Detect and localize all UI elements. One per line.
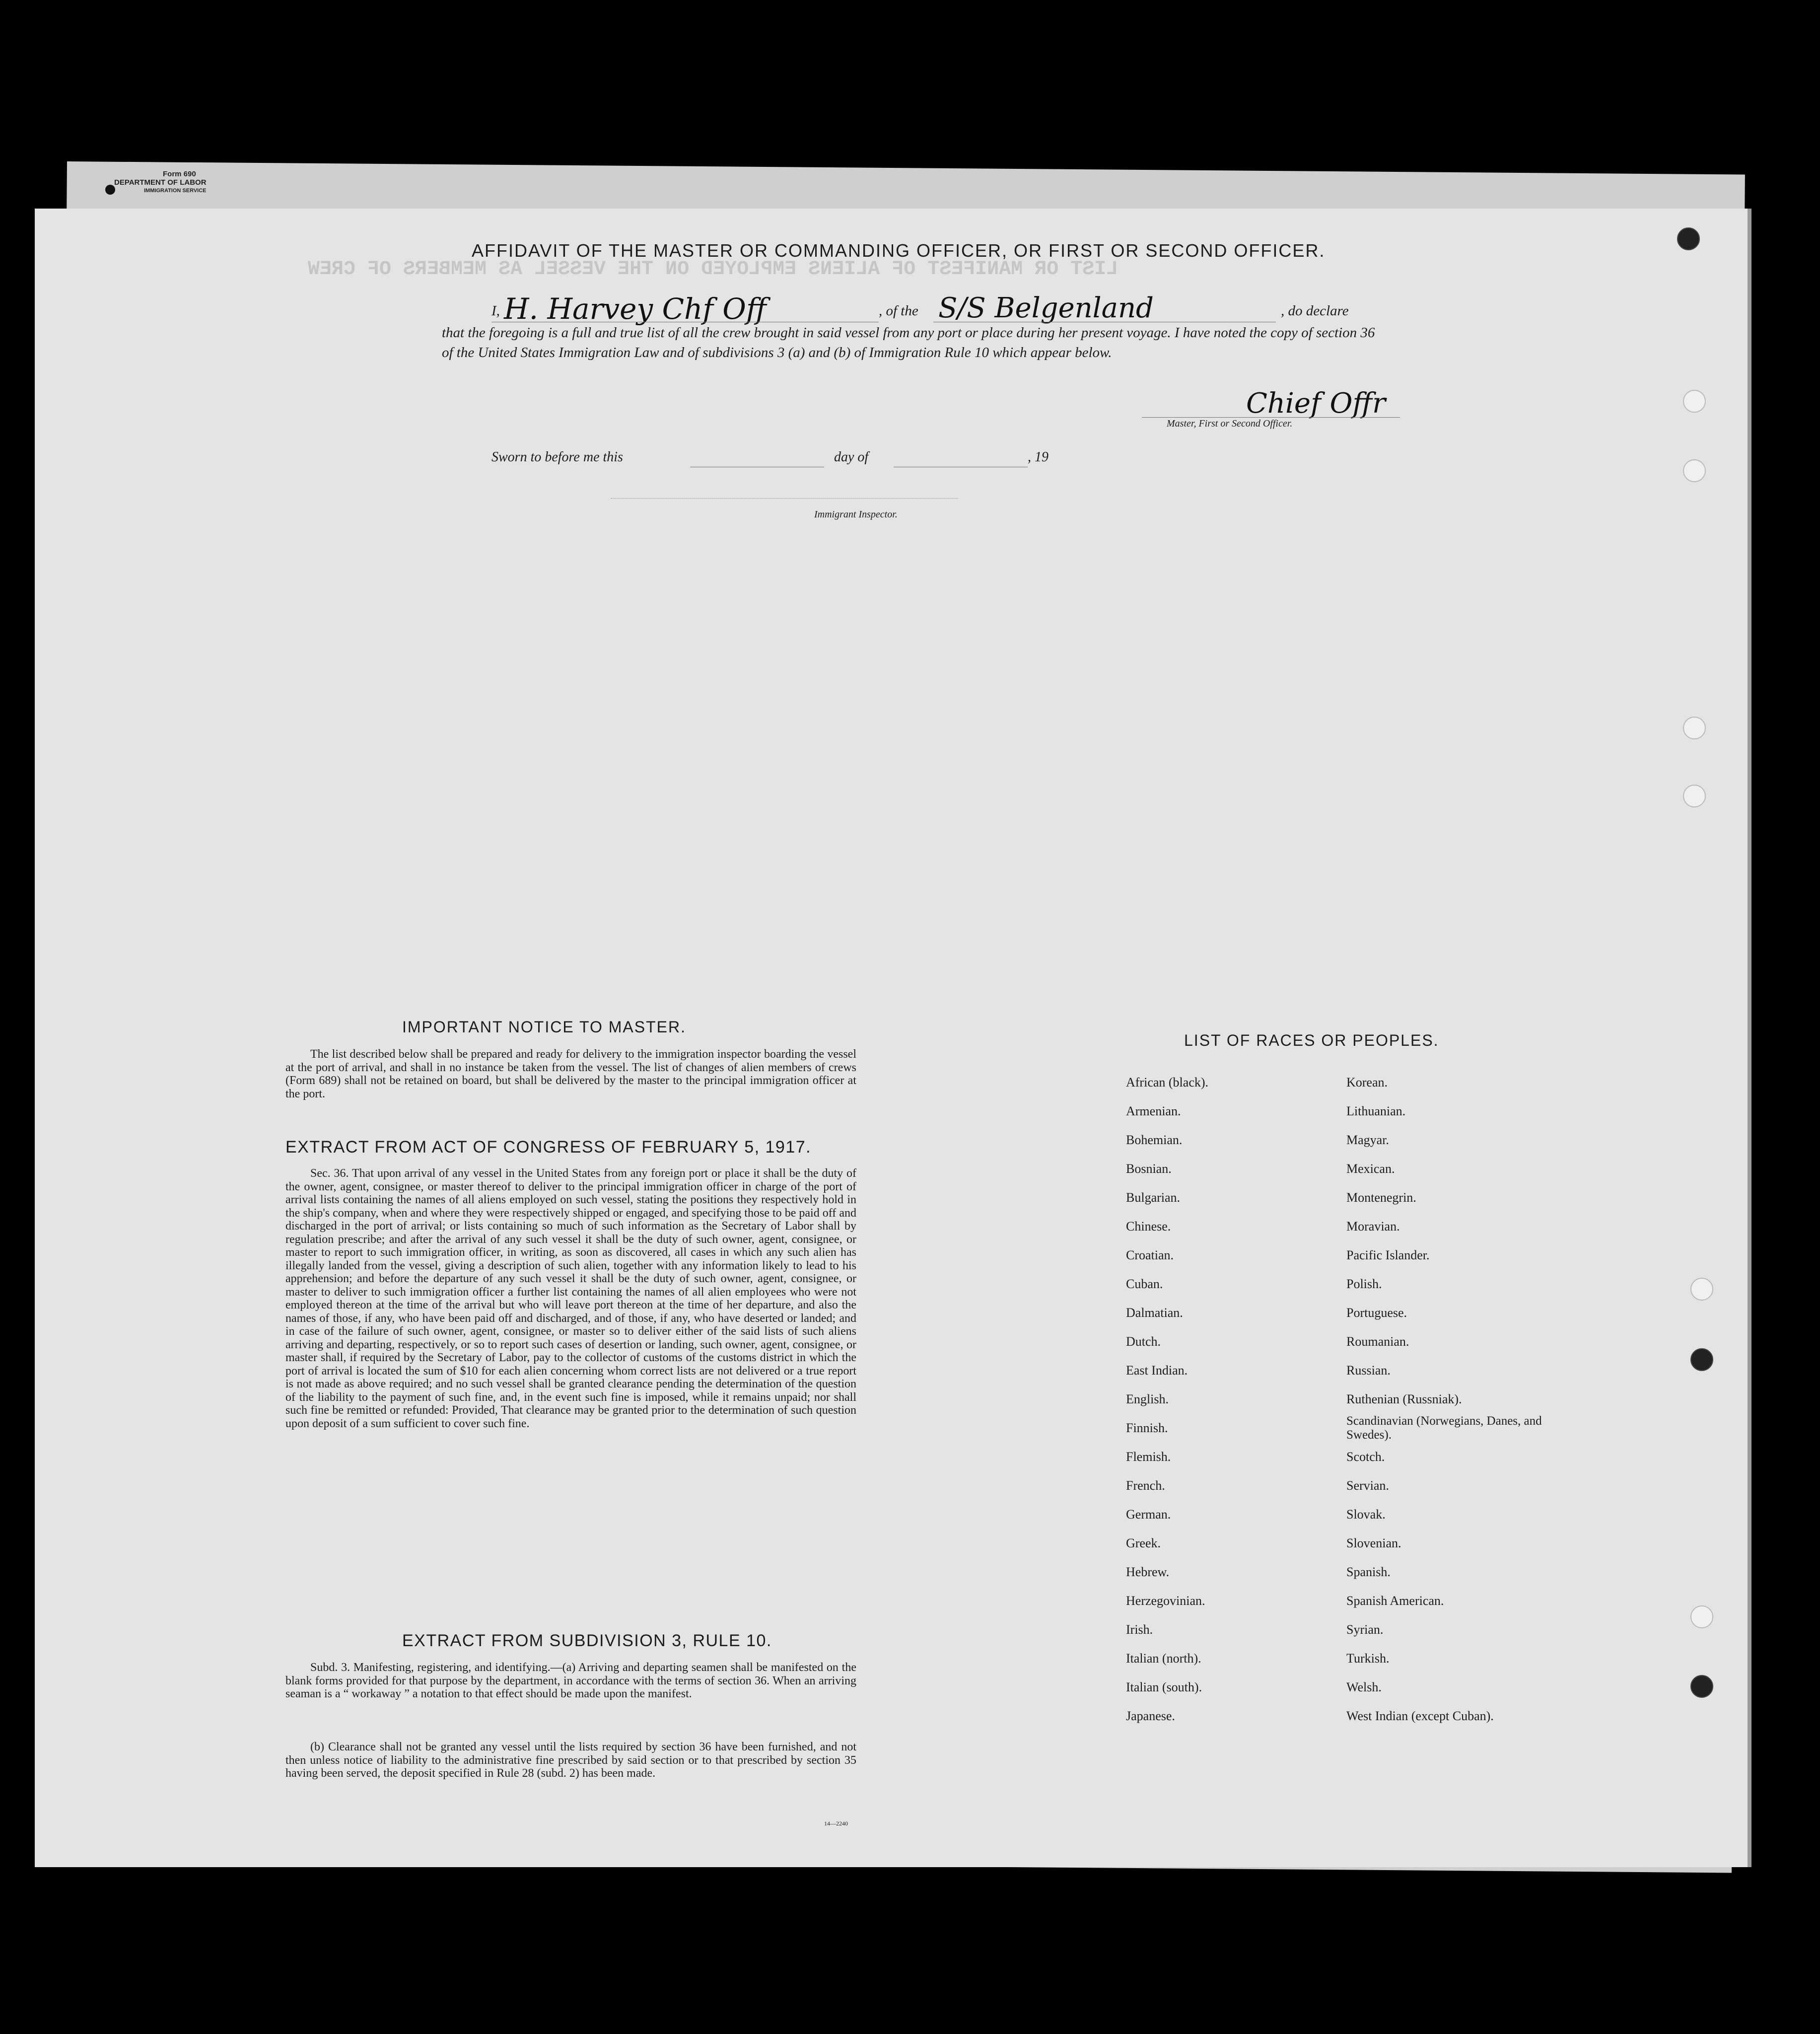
race-item: Servian. <box>1346 1478 1389 1493</box>
race-item: Slovak. <box>1346 1507 1386 1522</box>
race-item: Bohemian. <box>1126 1133 1183 1147</box>
notice-text: The list described below shall be prepared and ready for delivery to the immigration inspector boarding the vessel at the port of arrival, and shall in no instance be taken from the vessel. The list of changes of alien members of crews (Form 689) shall not be retained on board, but shall be delivered by the master to the principal immigration officer at the port. <box>285 1048 856 1100</box>
race-item: Italian (north). <box>1126 1651 1201 1666</box>
race-item: Lithuanian. <box>1346 1104 1406 1118</box>
form-stamp <box>114 170 207 195</box>
race-item: African (black). <box>1126 1075 1209 1090</box>
signature-line <box>1142 417 1400 418</box>
year-label: , 19 <box>1028 449 1049 465</box>
sworn-prefix: Sworn to before me this <box>491 449 623 465</box>
binder-hole-icon <box>1690 1278 1713 1301</box>
rule-extract-para-b: (b) Clearance shall not be granted any vessel until the lists required by section 36 have been furnished, and not then unless notice of liability to the administrative fine prescribed by said section or to that prescribed by section 35 having been served, the deposit specified in Rule 28 (subd. 2) has been made. <box>285 1741 856 1780</box>
act-extract-text: Sec. 36. That upon arrival of any vessel in the United States from any foreign port or place it shall be the duty of the owner, agent, consignee, or master thereof to deliver to the principal immigration officer in charge of the port of arrival lists containing the names of all aliens employed on such vessel, stating the positions they respectively hold in the ship's company, when and where they were respectively shipped or engaged, and specifying those to be paid off and discharged in the port of arrival; or lists containing so much of such information as the Secretary of Labor shall by regulation prescribe; and after the arrival of any such vessel it shall be the duty of such owner, agent, consignee, or master to report to such immigration officer, in writing, as soon as discovered, all cases in which any such alien has illegally landed from the vessel, giving a description of such alien, together with any information likely to lead to his apprehension; and before the departure of any such vessel it shall be the duty of such owner, agent, consignee, or master to deliver to such immigration officer a further list containing the names of all alien employees who were not employed thereon at the time of the arrival but who will leave port thereon at the time of her departure, and also the names of those, if any, who have been paid off and discharged, and of those, if any, who have deserted or landed; and in case of the failure of such owner, agent, consignee, or master so to deliver either of the said lists of such aliens arriving and departing, respectively, or so to report such cases of desertion or landing, such owner, agent, consignee, or master shall, if required by the Secretary of Labor, pay to the collector of customs of the customs district in which the port of arrival is located the sum of $10 for each alien concerning whom correct lists are not delivered or a true report is not made as above required; and no such vessel shall be granted clearance pending the determination of the question of the liability to the payment of such fine, and, in the event such fine is imposed, while it remains unpaid; nor shall such fine be remitted or refunded: Provided, That clearance may be granted prior to the determination of such question upon deposit of a sum sufficient to cover such fine. <box>285 1167 856 1430</box>
race-item: Syrian. <box>1346 1622 1384 1637</box>
inspector-signature-line <box>611 498 958 499</box>
race-item: Irish. <box>1126 1622 1153 1637</box>
race-item: Montenegrin. <box>1346 1190 1416 1205</box>
race-item: Scandinavian (Norwegians, Danes, and Swedes). <box>1346 1414 1542 1442</box>
inspector-caption: Immigrant Inspector. <box>814 509 898 520</box>
race-item: Welsh. <box>1346 1680 1382 1694</box>
race-item: Moravian. <box>1346 1219 1400 1234</box>
day-of-label: day of <box>834 449 869 465</box>
race-item: Bosnian. <box>1126 1162 1172 1176</box>
races-title: LIST OF RACES OR PEOPLES. <box>1184 1031 1439 1049</box>
of-the-label: , of the <box>879 303 918 319</box>
race-item: Portuguese. <box>1346 1306 1407 1320</box>
binder-hole-icon <box>1690 1675 1713 1698</box>
binder-hole-icon <box>1683 459 1706 482</box>
race-item: Korean. <box>1346 1075 1388 1090</box>
binder-hole-icon <box>1683 717 1706 739</box>
officer-signature: Chief Offr <box>1246 387 1386 420</box>
race-item: Dalmatian. <box>1126 1306 1183 1320</box>
binder-hole-icon <box>1677 227 1700 250</box>
race-item: Finnish. <box>1126 1421 1168 1435</box>
race-item: Bulgarian. <box>1126 1190 1181 1205</box>
race-item: Ruthenian (Russniak). <box>1346 1392 1462 1406</box>
race-item: Hebrew. <box>1126 1565 1170 1579</box>
race-item: English. <box>1126 1392 1169 1406</box>
sworn-line <box>491 449 623 465</box>
service-name: IMMIGRATION SERVICE <box>144 188 207 194</box>
race-item: Spanish. <box>1346 1565 1391 1579</box>
race-item: Chinese. <box>1126 1219 1171 1234</box>
race-item: Croatian. <box>1126 1248 1174 1262</box>
race-item: Italian (south). <box>1126 1680 1202 1694</box>
declaration-text: that the foregoing is a full and true list of all the crew brought in said vessel from any port or place during her present voyage. I have noted the copy of section 36 of the United States Immigration Law and of subdivisions 3 (a) and (b) of Immigration Rule 10 which appear below. <box>442 325 1375 361</box>
affidavit-title: AFFIDAVIT OF THE MASTER OR COMMANDING OFFICER, OR FIRST OR SECOND OFFICER. <box>472 240 1326 261</box>
race-item: Spanish American. <box>1346 1594 1444 1608</box>
race-item: Dutch. <box>1126 1334 1161 1349</box>
print-code: 14—2240 <box>824 1820 848 1827</box>
do-declare-label: , do declare <box>1281 303 1349 319</box>
act-extract-title: EXTRACT FROM ACT OF CONGRESS OF FEBRUARY 5, 1917. <box>285 1138 812 1157</box>
affidavit-page <box>35 209 1748 1867</box>
rule-extract-title: EXTRACT FROM SUBDIVISION 3, RULE 10. <box>402 1631 772 1650</box>
race-item: Cuban. <box>1126 1277 1163 1291</box>
binder-hole-icon <box>1683 390 1706 413</box>
race-item: Flemish. <box>1126 1450 1171 1464</box>
race-item: Slovenian. <box>1346 1536 1401 1550</box>
race-item: Greek. <box>1126 1536 1161 1550</box>
race-item: Pacific Islander. <box>1346 1248 1430 1262</box>
seal-icon <box>105 185 115 195</box>
race-item: Herzegovinian. <box>1126 1594 1205 1608</box>
race-item: West Indian (except Cuban). <box>1346 1709 1494 1723</box>
pronoun-i: I, <box>491 303 500 319</box>
rule-extract-para-a: Subd. 3. Manifesting, registering, and identifying.—(a) Arriving and departing seamen shall be manifested on the blank forms provided for that purpose by the department, in accordance with the terms of section 36. When an arriving seaman is a “ workaway ” a notation to that effect should be made upon the manifest. <box>285 1661 856 1700</box>
race-item: Turkish. <box>1346 1651 1390 1666</box>
race-item: East Indian. <box>1126 1363 1188 1378</box>
signature-caption: Master, First or Second Officer. <box>1167 418 1293 429</box>
department-name: DEPARTMENT OF LABOR <box>114 178 207 187</box>
vessel-name: S/S Belgenland <box>938 292 1154 324</box>
race-item: French. <box>1126 1478 1165 1493</box>
race-item: Polish. <box>1346 1277 1382 1291</box>
race-item: Armenian. <box>1126 1104 1181 1118</box>
page-edge <box>1748 209 1751 1867</box>
binder-hole-icon <box>1683 785 1706 807</box>
notice-title: IMPORTANT NOTICE TO MASTER. <box>402 1018 686 1036</box>
race-item: German. <box>1126 1507 1171 1522</box>
race-item: Japanese. <box>1126 1709 1175 1723</box>
form-number: Form 690 <box>163 170 196 178</box>
race-item: Magyar. <box>1346 1133 1389 1147</box>
signer-name: H. Harvey Chf Off <box>504 292 767 326</box>
binder-hole-icon <box>1690 1348 1713 1371</box>
race-item: Scotch. <box>1346 1450 1385 1464</box>
bleed-through-text: LIST OR MANIFEST OF ALIENS EMPLOYED ON THE VESSEL AS MEMBERS OF CREW <box>308 258 1119 281</box>
race-item: Russian. <box>1346 1363 1391 1378</box>
race-item: Mexican. <box>1346 1162 1395 1176</box>
binder-hole-icon <box>1690 1605 1713 1628</box>
race-item: Roumanian. <box>1346 1334 1409 1349</box>
